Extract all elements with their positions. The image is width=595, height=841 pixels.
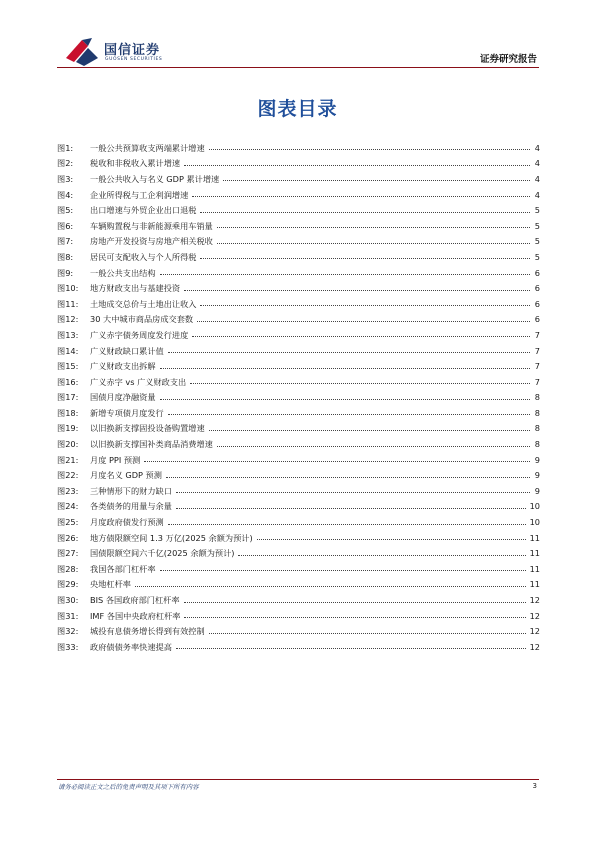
- figure-page-number: 7: [534, 329, 540, 340]
- figure-number: 图11:: [57, 298, 79, 309]
- dot-leader: [192, 196, 530, 197]
- figure-page-number: 12: [529, 641, 540, 652]
- figure-title-link[interactable]: 一般公共支出结构: [90, 267, 156, 278]
- report-type-label: 证券研究报告: [479, 54, 537, 65]
- dot-leader: [190, 383, 530, 384]
- dot-leader: [135, 586, 526, 587]
- toc-entry[interactable]: [57, 639, 540, 655]
- figure-number: 图27:: [57, 548, 79, 559]
- figure-title-link[interactable]: IMF 各国中央政府杠杆率: [90, 610, 181, 621]
- figure-number: 图6:: [57, 220, 74, 231]
- figure-number: 图2:: [57, 158, 74, 169]
- figure-page-number: 9: [534, 454, 540, 465]
- figure-number: 图10:: [57, 283, 79, 294]
- logo-english-name: GUOSEN SECURITIES: [105, 57, 163, 62]
- toc-entry[interactable]: [57, 327, 540, 343]
- figure-number: 图16:: [57, 376, 79, 387]
- figure-page-number: 11: [529, 548, 540, 559]
- toc-entry[interactable]: [57, 156, 540, 172]
- figure-number: 图9:: [57, 267, 74, 278]
- figure-title-link[interactable]: 三种情形下的财力缺口: [90, 485, 172, 496]
- figure-title-link[interactable]: 广义赤字债务周度发行进度: [90, 329, 189, 340]
- page-header: [0, 0, 595, 72]
- toc-entry[interactable]: [57, 405, 540, 421]
- dot-leader: [192, 336, 530, 337]
- figure-number: 图13:: [57, 329, 79, 340]
- toc-entry[interactable]: [57, 280, 540, 296]
- page-title: 图表目录: [257, 98, 338, 120]
- dot-leader: [168, 414, 530, 415]
- figure-page-number: 12: [529, 595, 540, 606]
- figure-number: 图17:: [57, 392, 79, 403]
- dot-leader: [166, 477, 530, 478]
- dot-leader: [200, 212, 530, 213]
- figure-page-number: 5: [534, 220, 540, 231]
- toc-entry[interactable]: [57, 312, 540, 328]
- dot-leader: [209, 149, 530, 150]
- figure-number: 图33:: [57, 641, 79, 652]
- toc-entry[interactable]: [57, 202, 540, 218]
- figure-page-number: 6: [534, 298, 540, 309]
- toc-entry[interactable]: [57, 452, 540, 468]
- figure-number: 图3:: [57, 173, 74, 184]
- toc-entry[interactable]: [57, 374, 540, 390]
- figure-title-link[interactable]: 一般公共预算收支两端累计增速: [90, 142, 205, 153]
- dot-leader: [160, 368, 530, 369]
- figure-page-number: 5: [534, 251, 540, 262]
- dot-leader: [168, 524, 526, 525]
- figure-page-number: 8: [534, 439, 540, 450]
- footer-divider: [57, 779, 539, 780]
- figure-title-link[interactable]: BIS 各国政府部门杠杆率: [90, 595, 180, 606]
- dot-leader: [160, 399, 530, 400]
- figure-title-link[interactable]: 地方债限额空间 1.3 万亿(2025 余额为预计): [90, 532, 253, 543]
- figure-title-link[interactable]: 广义财政支出拆解: [90, 361, 156, 372]
- toc-entry[interactable]: [57, 514, 540, 530]
- figure-number: 图25:: [57, 517, 79, 528]
- toc-entry[interactable]: [57, 592, 540, 608]
- figure-title-link[interactable]: 车辆购置税与非新能源乘用车销量: [90, 220, 213, 231]
- figure-title-link[interactable]: 月度名义 GDP 预测: [90, 470, 162, 481]
- figure-page-number: 12: [529, 610, 540, 621]
- footer-disclaimer: 请务必阅读正文之后的免责声明及其项下所有内容: [58, 783, 199, 791]
- figure-page-number: 11: [529, 579, 540, 590]
- figure-title-link[interactable]: 月度 PPI 预测: [90, 454, 141, 465]
- dot-leader: [184, 617, 525, 618]
- figure-title-link[interactable]: 出口增速与外贸企业出口退税: [90, 205, 197, 216]
- dot-leader: [160, 570, 526, 571]
- figure-page-number: 6: [534, 267, 540, 278]
- figure-title-link[interactable]: 央地杠杆率: [90, 579, 131, 590]
- dot-leader: [238, 555, 525, 556]
- figure-number: 图31:: [57, 610, 79, 621]
- figure-page-number: 7: [534, 345, 540, 356]
- figure-title-link[interactable]: 广义财政缺口累计值: [90, 345, 164, 356]
- figure-title-link[interactable]: 广义赤字 vs 广义财政支出: [90, 376, 187, 387]
- figure-title-link[interactable]: 以旧换新支撑国补类商品消费增速: [90, 439, 213, 450]
- toc-entry[interactable]: [57, 436, 540, 452]
- dot-leader: [200, 305, 530, 306]
- toc-entry[interactable]: [57, 499, 540, 515]
- figure-title-link[interactable]: 企业所得税与工企利润增速: [90, 189, 189, 200]
- figure-title-link[interactable]: 土地成交总价与土地出让收入: [90, 298, 197, 309]
- dot-leader: [176, 648, 526, 649]
- figure-number: 图21:: [57, 454, 79, 465]
- toc-entry[interactable]: [57, 265, 540, 281]
- figure-number: 图1:: [57, 142, 74, 153]
- toc-entry[interactable]: [57, 218, 540, 234]
- dot-leader: [209, 633, 526, 634]
- toc-entry[interactable]: [57, 343, 540, 359]
- figure-page-number: 7: [534, 361, 540, 372]
- figure-title-link[interactable]: 国债限额空间六千亿(2025 余额为预计): [90, 548, 235, 559]
- toc-entry[interactable]: [57, 296, 540, 312]
- figure-page-number: 4: [534, 158, 540, 169]
- header-divider: [57, 67, 539, 68]
- dot-leader: [184, 602, 526, 603]
- toc-entry[interactable]: [57, 140, 540, 156]
- dot-leader: [197, 321, 530, 322]
- figure-page-number: 4: [534, 142, 540, 153]
- dot-leader: [184, 165, 530, 166]
- dot-leader: [217, 227, 530, 228]
- figure-number: 图28:: [57, 563, 79, 574]
- figure-list: [57, 140, 540, 655]
- guosen-logo: [62, 36, 192, 70]
- dot-leader: [184, 290, 530, 291]
- figure-page-number: 8: [534, 407, 540, 418]
- figure-page-number: 6: [534, 314, 540, 325]
- figure-page-number: 11: [529, 563, 540, 574]
- figure-page-number: 5: [534, 205, 540, 216]
- figure-page-number: 4: [534, 189, 540, 200]
- figure-page-number: 8: [534, 392, 540, 403]
- figure-number: 图15:: [57, 361, 79, 372]
- toc-entry[interactable]: [57, 561, 540, 577]
- figure-title-link[interactable]: 城投有息债务增长得到有效控制: [90, 626, 205, 637]
- toc-entry[interactable]: [57, 234, 540, 250]
- figure-page-number: 6: [534, 283, 540, 294]
- toc-entry[interactable]: [57, 187, 540, 203]
- dot-leader: [217, 243, 530, 244]
- toc-entry[interactable]: [57, 577, 540, 593]
- page-number: 3: [532, 782, 537, 790]
- logo-chinese-name: 国信证券: [104, 43, 161, 58]
- toc-entry[interactable]: [57, 623, 540, 639]
- figure-title-link[interactable]: 以旧换新支撑固投设备购置增速: [90, 423, 205, 434]
- toc-entry[interactable]: [57, 421, 540, 437]
- figure-page-number: 5: [534, 236, 540, 247]
- dot-leader: [144, 461, 530, 462]
- toc-entry[interactable]: [57, 467, 540, 483]
- figure-number: 图4:: [57, 189, 74, 200]
- dot-leader: [217, 446, 530, 447]
- dot-leader: [257, 539, 526, 540]
- figure-title-link[interactable]: 税收和非税收入累计增速: [90, 158, 181, 169]
- figure-page-number: 9: [534, 470, 540, 481]
- figure-number: 图22:: [57, 470, 79, 481]
- figure-title-link[interactable]: 地方财政支出与基建投资: [90, 283, 181, 294]
- guosen-logo-mark-icon: [62, 36, 102, 68]
- figure-page-number: 10: [529, 501, 540, 512]
- toc-entry[interactable]: [57, 249, 540, 265]
- toc-entry[interactable]: [57, 608, 540, 624]
- figure-number: 图26:: [57, 532, 79, 543]
- figure-number: 图12:: [57, 314, 79, 325]
- figure-title-link[interactable]: 一般公共收入与名义 GDP 累计增速: [90, 173, 220, 184]
- figure-number: 图5:: [57, 205, 74, 216]
- figure-title-link[interactable]: 30 大中城市商品房成交套数: [90, 314, 194, 325]
- figure-page-number: 11: [529, 532, 540, 543]
- dot-leader: [176, 492, 530, 493]
- dot-leader: [223, 180, 530, 181]
- figure-page-number: 4: [534, 173, 540, 184]
- dot-leader: [168, 352, 530, 353]
- figure-title-link[interactable]: 房地产开发投资与房地产相关税收: [90, 236, 213, 247]
- dot-leader: [209, 430, 530, 431]
- figure-page-number: 8: [534, 423, 540, 434]
- figure-title-link[interactable]: 政府债债务率快速提高: [90, 641, 172, 652]
- figure-number: 图32:: [57, 626, 79, 637]
- figure-title-link[interactable]: 各类债务的用量与余量: [90, 501, 172, 512]
- figure-title-link[interactable]: 我国各部门杠杆率: [90, 563, 156, 574]
- dot-leader: [176, 508, 526, 509]
- figure-number: 图7:: [57, 236, 74, 247]
- figure-number: 图18:: [57, 407, 79, 418]
- dot-leader: [200, 258, 530, 259]
- figure-page-number: 9: [534, 485, 540, 496]
- toc-entry[interactable]: [57, 483, 540, 499]
- figure-number: 图23:: [57, 485, 79, 496]
- figure-number: 图20:: [57, 439, 79, 450]
- figure-number: 图14:: [57, 345, 79, 356]
- figure-title-link[interactable]: 国债月度净融资量: [90, 392, 156, 403]
- figure-number: 图29:: [57, 579, 79, 590]
- figure-page-number: 12: [529, 626, 540, 637]
- figure-title-link[interactable]: 居民可支配收入与个人所得税: [90, 251, 197, 262]
- toc-entry[interactable]: [57, 390, 540, 406]
- toc-entry[interactable]: [57, 545, 540, 561]
- figure-number: 图24:: [57, 501, 79, 512]
- figure-number: 图19:: [57, 423, 79, 434]
- figure-page-number: 10: [529, 517, 540, 528]
- figure-title-link[interactable]: 月度政府债发行预测: [90, 517, 164, 528]
- figure-title-link[interactable]: 新增专项债月度发行: [90, 407, 164, 418]
- figure-page-number: 7: [534, 376, 540, 387]
- toc-entry[interactable]: [57, 358, 540, 374]
- figure-number: 图30:: [57, 595, 79, 606]
- dot-leader: [160, 274, 530, 275]
- toc-entry[interactable]: [57, 171, 540, 187]
- toc-entry[interactable]: [57, 530, 540, 546]
- figure-number: 图8:: [57, 251, 74, 262]
